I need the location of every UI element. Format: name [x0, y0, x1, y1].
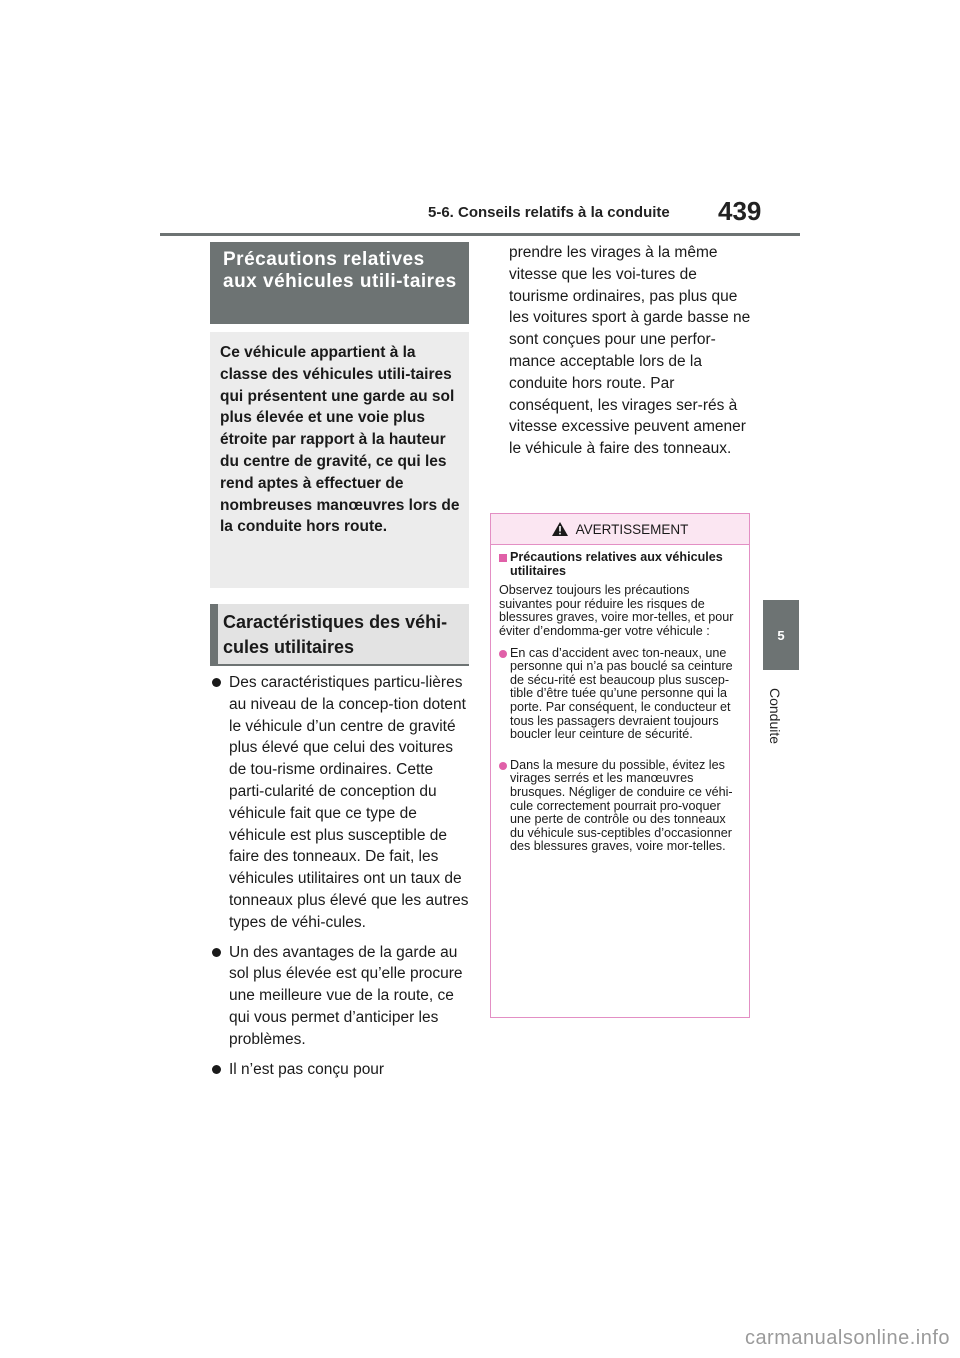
- warning-item-text: En cas d’accident avec ton-neaux, une personne qui n’a pas bouclé sa ceinture de sécu-rité est beaucoup plus suscep-tible d’être tuée qu’une personne qui la porte. Par conséquent, le conducteur et tous les passagers devraient toujours boucler leur ceinture de sécurité.: [510, 645, 733, 742]
- list-item: [210, 942, 472, 1051]
- warning-header: [491, 514, 749, 545]
- section-heading-precautions: Précautions relatives aux véhicules utili-taires: [210, 242, 469, 324]
- warning-box: [490, 513, 750, 1018]
- square-bullet-icon: [499, 554, 507, 562]
- header-divider: [160, 233, 800, 236]
- bullet-icon: [212, 948, 221, 957]
- warning-body: [491, 545, 749, 854]
- warning-triangle-icon: [552, 522, 568, 536]
- bullet-text: Il n’est pas conçu pour: [229, 1060, 385, 1078]
- bullet-text: Un des avantages de la garde au sol plus élevée est qu’elle procure une meilleure vue de la route, ce qui vous permet d’anticiper les problèmes.: [229, 943, 463, 1048]
- warning-title: AVERTISSEMENT: [575, 521, 689, 537]
- list-item: [210, 1059, 472, 1081]
- watermark: carmanualsonline.info: [744, 1327, 950, 1349]
- page-number: 439: [718, 196, 762, 226]
- warning-subtitle: Précautions relatives aux véhicules utilitaires: [510, 550, 723, 578]
- intro-box: Ce véhicule appartient à la classe des véhicules utili-taires qui présentent une garde au sol plus élevée et une voie plus étroite par rapport à la hauteur du centre de gravité, ce qui les rend aptes à effectuer de nombreuses manœuvres lors de la conduite hors route.: [210, 332, 469, 588]
- bullet-list: [210, 672, 472, 1088]
- warning-item-text: Dans la mesure du possible, évitez les virages serrés et les manœuvres brusques. Négliger de conduire ce véhi-cule correctement pourrait pro-voquer une perte de contrôle ou des tonneaux du véhicule sus-ceptibles d’occasionner des blessures graves, voire mor-telles.: [510, 757, 733, 854]
- chapter-tab[interactable]: [763, 600, 799, 670]
- bullet-icon: [212, 678, 221, 687]
- warning-item: [499, 759, 741, 854]
- section-title: 5-6. Conseils relatifs à la conduite: [428, 204, 670, 221]
- warning-intro: Observez toujours les précautions suivantes pour réduire les risques de blessures graves, voire mor-telles, et pour éviter d’endomma-ger votre véhicule :: [499, 583, 734, 638]
- chapter-number: 5: [777, 627, 785, 643]
- continuation-paragraph: prendre les virages à la même vitesse que les voi-tures de tourisme ordinaires, pas plus que les voitures sport à garde basse ne sont conçues pour une perfor-mance acceptable lors de la conduite hors route. Par conséquent, les virages ser-rés à vitesse excessive peuvent amener le véhicule à faire des tonneaux.: [509, 244, 751, 458]
- list-item: [210, 672, 472, 934]
- bullet-text: Des caractéristiques particu-lières au niveau de la concep-tion dotent le véhicule d’un centre de gravité plus élevé que celui des voitures de tou-risme ordinaires. Cette parti-cularité de conception du véhicule fait que ce type de véhicule est plus susceptible de faire des tonneaux. De fait, les véhicules utilitaires ont un taux de tonneaux plus élevé que les autres types de véhi-cules.: [229, 674, 469, 931]
- warning-subtitle-row: [499, 551, 741, 578]
- section-heading-characteristics: Caractéristiques des véhi-cules utilitaires: [210, 604, 469, 666]
- warning-item: [499, 647, 741, 742]
- chapter-label: Conduite: [767, 688, 783, 745]
- bullet-icon: [212, 1065, 221, 1074]
- bullet-icon: [499, 650, 507, 658]
- bullet-icon: [499, 762, 507, 770]
